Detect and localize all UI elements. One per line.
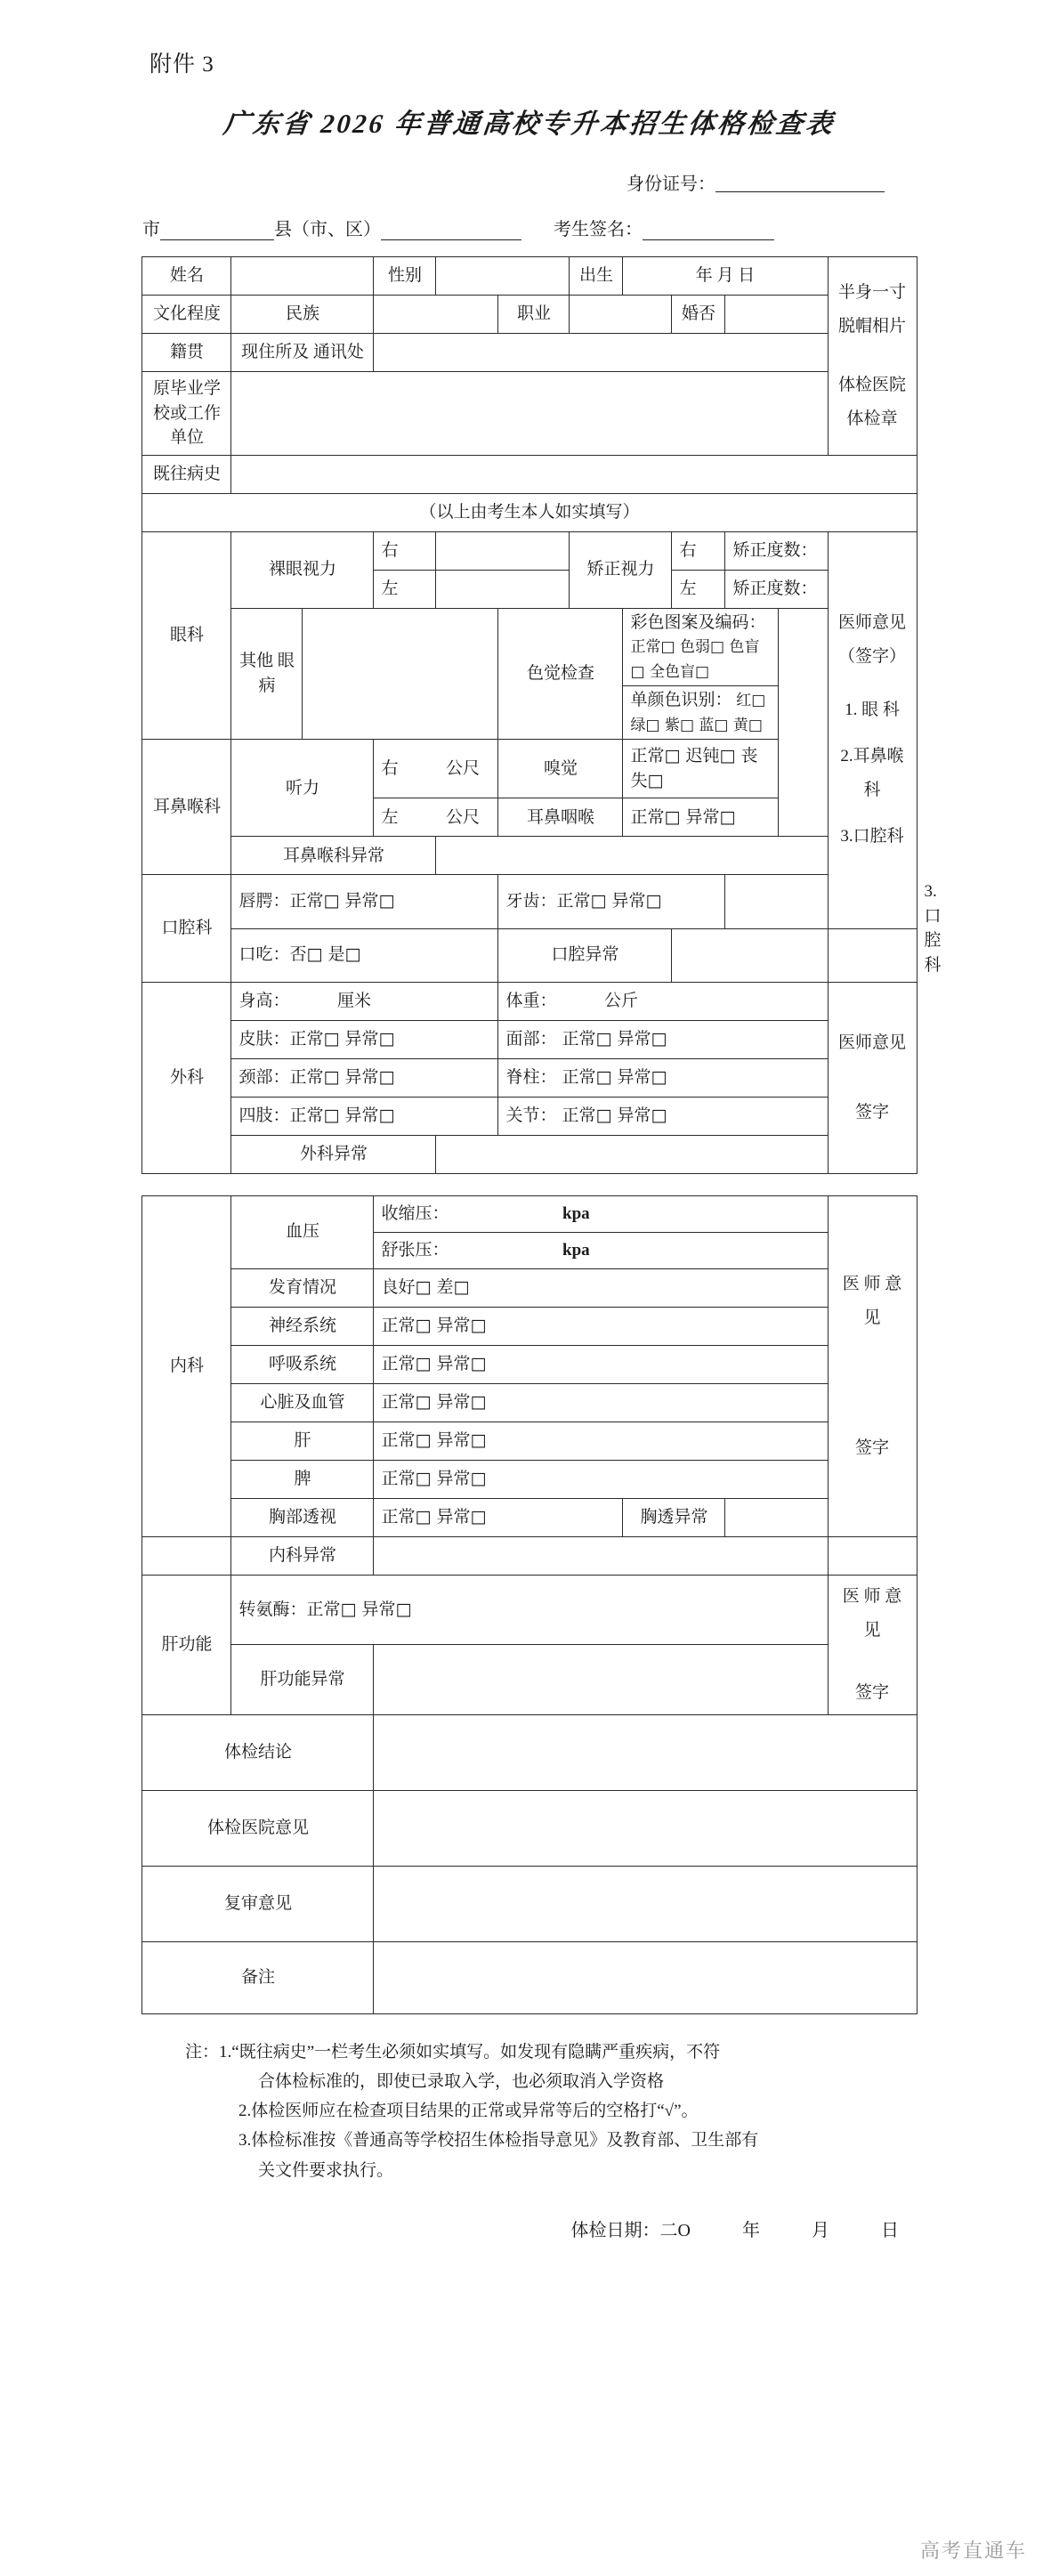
note-2: 2.体检医师应在检查项目结果的正常或异常等后的空格打“√”。: [238, 2102, 699, 2121]
photo-note-line3: 体检医院: [837, 375, 906, 394]
history-value-cell[interactable]: [231, 455, 917, 493]
naked-vision-right-label: 右: [374, 531, 436, 570]
city-blank[interactable]: [160, 223, 274, 240]
watermark: 高考直通车: [919, 2540, 1027, 2562]
color-pattern-cell[interactable]: [623, 608, 779, 686]
table-row: [142, 1575, 917, 1645]
cardio-options[interactable]: 正常□ 异常□: [374, 1383, 828, 1422]
internal-opinion-cell: [828, 1195, 917, 1536]
marital-value-cell[interactable]: [725, 296, 828, 334]
hearing-right-unit: 公尺: [446, 759, 481, 779]
throat-label-cell: 耳鼻咽喉: [498, 798, 623, 837]
lip-palate-cell[interactable]: 唇腭：正常□ 异常□: [231, 875, 498, 928]
birth-label-cell: 出生: [570, 257, 623, 296]
exam-date-line: [125, 2216, 934, 2241]
school-value-cell[interactable]: [231, 372, 828, 456]
school-label-cell: [142, 372, 231, 456]
history-label-cell: 既往病史: [142, 455, 231, 493]
weight-label: 体重：: [505, 991, 557, 1010]
hearing-left-cell[interactable]: [374, 798, 498, 837]
naked-vision-right-value[interactable]: [436, 531, 570, 570]
throat-options-cell[interactable]: 正常□ 异常□: [623, 798, 779, 837]
exam-date-day[interactable]: 日: [881, 2220, 899, 2240]
liver-function-opinion-cell: [828, 1575, 917, 1714]
note-3-line1: 3.体检标准按《普通高等学校招生体检指导意见》及教育部、卫生部有: [238, 2131, 759, 2151]
ethnicity-label-cell: 民族: [231, 296, 374, 334]
smell-options-cell[interactable]: 正常□ 迟钝□ 丧失□: [623, 740, 779, 798]
address-value-cell[interactable]: [374, 334, 828, 372]
chest-xray-options[interactable]: 正常□ 异常□: [374, 1498, 623, 1536]
internal-opinion-title: 医 师 意 见: [842, 1274, 902, 1327]
cardio-label: 心脏及血管: [231, 1383, 374, 1422]
table-row: [142, 1195, 917, 1232]
self-fill-note-cell: （以上由考生本人如实填写）: [142, 493, 917, 531]
height-unit: 厘米: [337, 991, 372, 1010]
liver-opinion-title: 医 师 意 见: [842, 1586, 902, 1640]
mono-color-options[interactable]: 红□ 绿□ 紫□ 蓝□ 黄□: [630, 692, 766, 734]
surgery-abnormal-value[interactable]: [436, 1135, 828, 1173]
other-eye-disease-value[interactable]: [303, 608, 498, 740]
chest-abnormal-value[interactable]: [725, 1498, 828, 1536]
address-label-line2: 通讯处: [312, 343, 364, 362]
document-page: [0, 46, 1059, 2576]
note-1: [142, 2037, 917, 2067]
table-row: [142, 1498, 917, 1536]
table-row: [142, 1135, 917, 1173]
ethnicity-value-cell[interactable]: [374, 296, 498, 334]
signature-label: 考生签名：: [554, 220, 643, 239]
table-row: [142, 1307, 917, 1345]
ent-abnormal-value[interactable]: [436, 837, 828, 875]
transaminase-cell[interactable]: 转氨酶：正常□ 异常□: [231, 1575, 828, 1645]
page-title: 广东省 2026 年普通高校专升本招生体格检查表: [222, 109, 837, 139]
weight-unit: 公斤: [604, 991, 639, 1010]
note-1-number: 1.: [219, 2042, 232, 2062]
table-row: [142, 982, 917, 1020]
other-eye-line1: 其他: [239, 652, 274, 671]
corrected-vision-right-label: 右: [672, 531, 725, 570]
eye-ent-opinion-item1: 1. 眼 科: [845, 701, 900, 720]
surgery-section-cell: 外科: [142, 982, 231, 1173]
table-row: [142, 1460, 917, 1498]
mono-color-cell[interactable]: [623, 686, 779, 740]
hearing-left-unit: 公尺: [446, 807, 481, 827]
basic-info-table: [141, 256, 942, 1174]
eye-ent-opinion-cell: [828, 531, 917, 928]
table-row: [142, 1383, 917, 1422]
school-label-line1: 原毕业学: [152, 379, 221, 398]
table-row: [142, 1097, 917, 1135]
address-label-cell: [231, 334, 374, 372]
review-opinion-label: 复审意见: [142, 1866, 374, 1941]
spleen-options[interactable]: 正常□ 异常□: [374, 1460, 828, 1498]
liver-options[interactable]: 正常□ 异常□: [374, 1422, 828, 1460]
respiratory-label: 呼吸系统: [231, 1345, 374, 1383]
table-row: [142, 1714, 917, 1790]
table-row: [142, 928, 917, 982]
corrected-vision-left-label: 左: [672, 570, 725, 608]
eye-ent-opinion-item3: 3.口腔科: [840, 827, 904, 847]
id-number-blank[interactable]: [715, 174, 885, 192]
eye-ent-opinion-title2: （签字）: [837, 647, 906, 667]
ent-section-cell: 耳鼻喉科: [142, 740, 231, 875]
development-options[interactable]: 良好□ 差□: [374, 1268, 828, 1307]
smell-label-cell: 嗅觉: [498, 740, 623, 798]
stutter-cell[interactable]: 口吃：否□ 是□: [231, 928, 498, 982]
gender-value-cell[interactable]: [436, 257, 570, 296]
internal-section-cell: 内科: [142, 1195, 231, 1536]
ent-abnormal-label: 耳鼻喉科异常: [231, 837, 436, 875]
corrected-degree-right[interactable]: 矫正度数：: [725, 531, 828, 570]
weight-cell[interactable]: [498, 982, 828, 1020]
hearing-right-cell[interactable]: [374, 740, 498, 798]
liver-signature: 签字: [855, 1682, 890, 1702]
eye-section-cell: 眼科: [142, 531, 231, 740]
table-row: [142, 455, 917, 493]
diastolic-unit: kpa: [562, 1240, 590, 1260]
school-label-line2: 校或工作: [152, 403, 221, 423]
note-1-line2: 合体检标准的，即使已录取入学，也必须取消入学资格: [258, 2071, 665, 2091]
table-row: [142, 1345, 917, 1383]
note-1-line1: “既往病史”一栏考生必须如实填写。如发现有隐瞒严重疾病，不符: [231, 2042, 721, 2062]
liver-abnormal-value[interactable]: [374, 1645, 828, 1715]
origin-label-cell: 籍贯: [142, 334, 231, 372]
limbs-cell[interactable]: 四肢：正常□ 异常□: [231, 1097, 498, 1135]
table-row: [142, 608, 917, 686]
color-options[interactable]: 正常□ 色弱□ 色盲□ 全色盲□: [630, 638, 760, 681]
name-label-cell: 姓名: [142, 257, 231, 296]
hearing-left-label: 左: [381, 807, 399, 827]
birth-units-cell[interactable]: 年 月 日: [623, 257, 828, 296]
color-test-label-cell: 色觉检查: [498, 608, 623, 740]
table-row: [142, 1941, 917, 2013]
other-eye-line2: 眼病: [258, 652, 295, 695]
surgery-opinion-title: 医师意见: [837, 1033, 906, 1052]
photo-note-line4: 体检章: [846, 409, 898, 428]
spine-cell[interactable]: 脊柱： 正常□ 异常□: [498, 1058, 828, 1097]
internal-abnormal-value[interactable]: [374, 1536, 828, 1575]
naked-vision-left-label: 左: [374, 570, 436, 608]
table-row: [142, 334, 917, 372]
table-row: [142, 1422, 917, 1460]
exam-date-month[interactable]: 月: [812, 2220, 829, 2240]
hospital-opinion-label: 体检医院意见: [142, 1790, 374, 1866]
corrected-degree-left[interactable]: 矫正度数：: [725, 570, 828, 608]
gender-label-cell: 性别: [374, 257, 436, 296]
table-row: [142, 1790, 917, 1866]
surgery-signature: 签字: [854, 1102, 889, 1122]
development-label: 发育情况: [231, 1268, 374, 1307]
teeth-cell[interactable]: 牙齿：正常□ 异常□: [498, 875, 725, 928]
surgery-abnormal-label: 外科异常: [231, 1135, 436, 1173]
naked-vision-label-cell: 裸眼视力: [231, 531, 374, 608]
naked-vision-left-value[interactable]: [436, 570, 570, 608]
systolic-cell[interactable]: [374, 1195, 828, 1232]
oral-abnormal-label: 口腔异常: [498, 928, 672, 982]
table-row: [142, 257, 917, 296]
table-row: [142, 1020, 917, 1058]
nervous-label: 神经系统: [231, 1307, 374, 1345]
photo-note-line2: 脱帽相片: [837, 316, 906, 336]
education-label-cell: 文化程度: [142, 296, 231, 334]
table-row: [142, 740, 917, 798]
liver-function-section-cell: 肝功能: [142, 1575, 231, 1714]
table-row: [142, 1058, 917, 1097]
note-3-line2: 关文件要求执行。: [258, 2160, 394, 2180]
corrected-vision-label-cell: 矫正视力: [570, 531, 672, 608]
color-pattern-label: 彩色图案及编码：: [630, 612, 766, 632]
internal-signature: 签字: [855, 1438, 890, 1457]
face-cell[interactable]: 面部： 正常□ 异常□: [498, 1020, 828, 1058]
systolic-unit: kpa: [562, 1203, 590, 1223]
internal-medicine-table: [141, 1195, 917, 2014]
liver-label: 肝: [231, 1422, 374, 1460]
city-county-line: [0, 215, 1059, 240]
diastolic-cell[interactable]: [374, 1232, 828, 1268]
exam-date-year[interactable]: 年: [742, 2220, 760, 2240]
blood-pressure-label-cell: 血压: [231, 1195, 374, 1268]
remarks-label: 备注: [142, 1941, 374, 2013]
exam-conclusion-label: 体检结论: [142, 1714, 374, 1790]
table-row: [142, 1268, 917, 1307]
note-prefix: 注：: [185, 2042, 220, 2062]
table-row: [142, 296, 917, 334]
internal-abnormal-label: 内科异常: [231, 1536, 374, 1575]
hearing-right-label: 右: [381, 759, 399, 779]
spleen-label: 脾: [231, 1460, 374, 1498]
exam-conclusion-value[interactable]: [374, 1714, 917, 1790]
table-row: [142, 493, 917, 531]
footer-notes: [142, 2037, 917, 2185]
oral-section-cell: 口腔科: [142, 875, 231, 982]
table-row: [142, 1536, 917, 1575]
occupation-label-cell: 职业: [498, 296, 570, 334]
liver-abnormal-label: 肝功能异常: [231, 1645, 374, 1715]
address-label-line1: 现住所及: [241, 343, 310, 362]
county-blank[interactable]: [381, 223, 521, 240]
oral-extra-cell[interactable]: [725, 875, 828, 928]
joints-cell[interactable]: 关节： 正常□ 异常□: [498, 1097, 828, 1135]
county-label: 县（市、区）: [274, 220, 381, 239]
chest-xray-label: 胸部透视: [231, 1498, 374, 1536]
review-opinion-value[interactable]: [374, 1866, 917, 1941]
hearing-label-cell: 听力: [231, 740, 374, 837]
oral-abnormal-value[interactable]: [672, 928, 828, 982]
nervous-options[interactable]: 正常□ 异常□: [374, 1307, 828, 1345]
remarks-value[interactable]: [374, 1941, 917, 2013]
table-row: [142, 1645, 917, 1715]
chest-abnormal-label: 胸透异常: [623, 1498, 725, 1536]
table-row: [142, 372, 917, 456]
hospital-opinion-value[interactable]: [374, 1790, 917, 1866]
occupation-value-cell[interactable]: [570, 296, 672, 334]
id-number-label: 身份证号：: [627, 174, 715, 194]
eye-ent-opinion-title1: 医师意见: [837, 613, 906, 633]
school-label-line3: 单位: [169, 428, 204, 448]
systolic-label: 收缩压：: [381, 1203, 449, 1223]
signature-blank[interactable]: [643, 223, 774, 240]
respiratory-options[interactable]: 正常□ 异常□: [374, 1345, 828, 1383]
photo-note-line1: 半身一寸: [837, 282, 906, 302]
table-row: [142, 837, 917, 875]
other-eye-disease-label: [231, 608, 303, 740]
table-row: 口腔科 唇腭：正常□ 异常□ 牙齿：正常□ 异常□ 3.口腔科: [142, 875, 917, 928]
eye-ent-opinion-item2: 2.耳鼻喉科: [840, 747, 904, 800]
neck-cell[interactable]: 颈部：正常□ 异常□: [231, 1058, 498, 1097]
table-row: [142, 531, 917, 570]
diastolic-label: 舒张压：: [381, 1240, 449, 1260]
mono-color-label: 单颜色识别：: [630, 691, 732, 710]
height-cell[interactable]: [231, 982, 498, 1020]
surgery-opinion-cell: [828, 982, 917, 1173]
photo-box-cell: [828, 257, 917, 456]
skin-cell[interactable]: 皮肤：正常□ 异常□: [231, 1020, 498, 1058]
city-label: 市: [142, 220, 160, 239]
attachment-label: 附件 3: [150, 53, 214, 77]
name-value-cell[interactable]: [231, 257, 374, 296]
exam-date-label: 体检日期：二O: [570, 2220, 691, 2240]
height-label: 身高：: [238, 991, 290, 1010]
table-row: [142, 1866, 917, 1941]
id-number-line: [0, 169, 917, 195]
marital-label-cell: 婚否: [672, 296, 725, 334]
